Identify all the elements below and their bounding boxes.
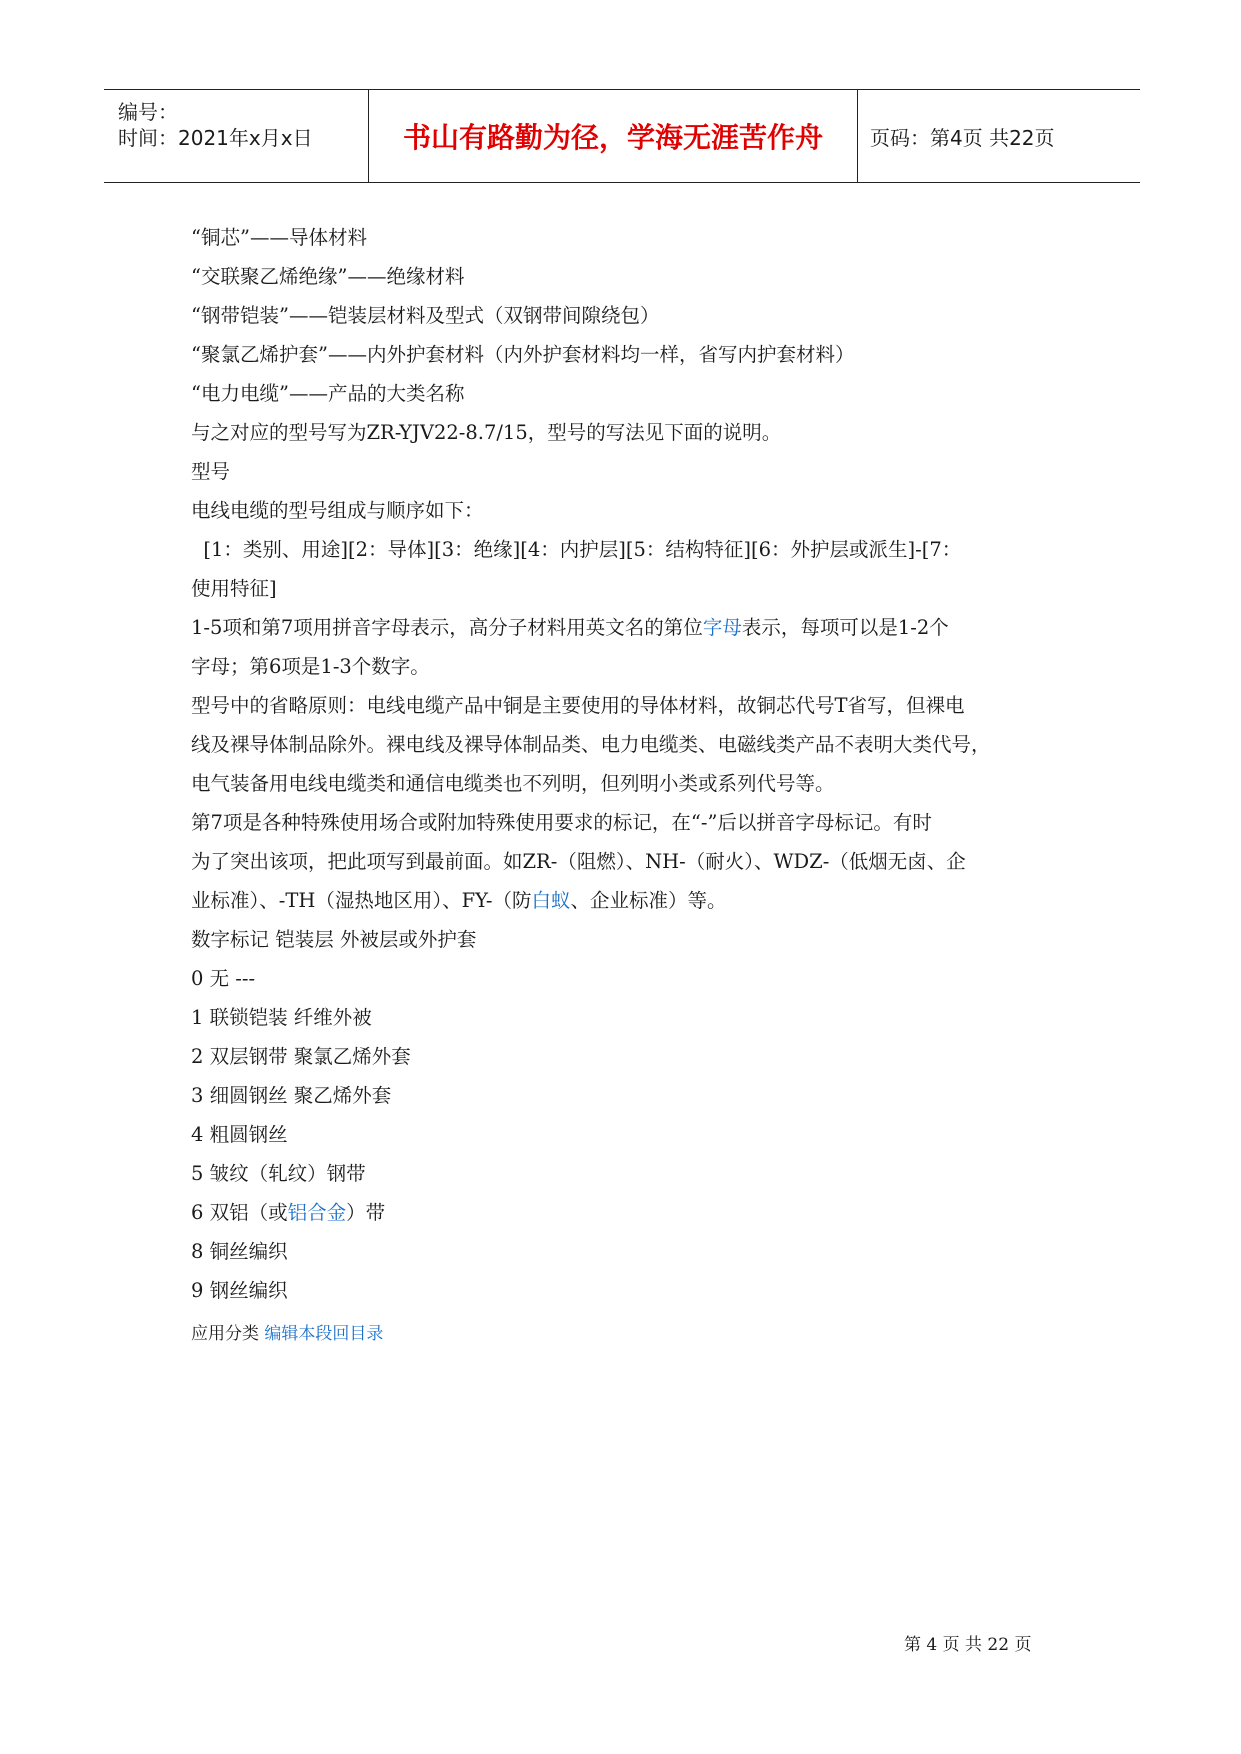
body-line: “钢带铠装”——铠装层材料及型式（双钢带间隙绕包） [191, 304, 660, 327]
section-title-line [191, 1316, 1071, 1352]
body-line: 电气装备用电线电缆类和通信电缆类也不列明，但列明小类或系列代号等。 [191, 772, 835, 795]
aluminum-alloy-link[interactable]: 铝合金 [287, 1201, 347, 1224]
table-row: 0 无 --- [191, 967, 256, 990]
paragraph-item7 [191, 881, 1071, 920]
body-line: “铜芯”——导体材料 [191, 226, 367, 249]
page-footer: 第 4 页 共 22 页 [904, 1635, 1032, 1655]
section-title: 应用分类 [191, 1324, 259, 1344]
table-row: 5 皱纹（轧纹）钢带 [191, 1162, 366, 1185]
body-line: [1：类别、用途][2：导体][3：绝缘][4：内护层][5：结构特征][6：外护层或派生]-[7： [191, 538, 962, 561]
body-line: 与之对应的型号写为ZR-YJV22-8.7/15，型号的写法见下面的说明。 [191, 421, 782, 444]
document-body [191, 218, 1071, 1352]
table-row: 3 细圆钢丝 聚乙烯外套 [191, 1084, 392, 1107]
body-line: 型号中的省略原则：电线电缆产品中铜是主要使用的导体材料，故铜芯代号T省写，但裸电 [191, 694, 965, 717]
table-row [191, 1193, 1071, 1232]
body-line: “聚氯乙烯护套”——内外护套材料（内外护套材料均一样，省写内护套材料） [191, 343, 855, 366]
document-number-label: 编号： [118, 100, 178, 124]
table-row: 4 粗圆钢丝 [191, 1123, 288, 1146]
text-run: 业标准）、-TH（湿热地区用）、FY-（防 [191, 889, 532, 912]
body-line: “交联聚乙烯绝缘”——绝缘材料 [191, 265, 465, 288]
header-left-cell [104, 90, 366, 182]
table-row: 1 联锁铠装 纤维外被 [191, 1006, 372, 1029]
body-line: 线及裸导体制品除外。裸电线及裸导体制品类、电力电缆类、电磁线类产品不表明大类代号， [191, 733, 991, 756]
document-time-label: 时间：2021年x月x日 [118, 126, 313, 150]
body-line: 使用特征] [191, 577, 277, 600]
body-line: 第7项是各种特殊使用场合或附加特殊使用要求的标记，在“-”后以拼音字母标记。有时 [191, 811, 932, 834]
body-line: 电线电缆的型号组成与顺序如下： [191, 499, 484, 522]
page-info: 页码：第4页 共22页 [870, 126, 1055, 150]
text-run: 、企业标准）等。 [570, 889, 727, 912]
paragraph-letters [191, 608, 1071, 647]
body-line: “电力电缆”——产品的大类名称 [191, 382, 465, 405]
body-line: 字母；第6项是1-3个数字。 [191, 655, 430, 678]
section-heading: 型号 [191, 460, 231, 483]
motto-text: 书山有路勤为径，学海无涯苦作舟 [402, 121, 823, 154]
table-row: 9 钢丝编织 [191, 1279, 288, 1302]
header-right-cell [858, 90, 1140, 182]
text-run: 1-5项和第7项用拼音字母表示，高分子材料用英文名的第位 [191, 616, 703, 639]
text-run: 6 双铝（或 [191, 1201, 288, 1224]
text-run: 表示，每项可以是1-2个 [741, 616, 949, 639]
header-table [104, 89, 1140, 183]
table-header: 数字标记 铠装层 外被层或外护套 [191, 928, 477, 951]
letters-link[interactable]: 字母 [702, 616, 742, 639]
table-row: 2 双层钢带 聚氯乙烯外套 [191, 1045, 411, 1068]
edit-section-link[interactable]: 编辑本段回目录 [264, 1324, 384, 1344]
table-row: 8 铜丝编织 [191, 1240, 288, 1263]
termite-link[interactable]: 白蚁 [531, 889, 571, 912]
body-line: 为了突出该项，把此项写到最前面。如ZR-（阻燃）、NH-（耐火）、WDZ-（低烟无卤、企 [191, 850, 966, 873]
text-run: ）带 [346, 1201, 386, 1224]
header-middle-cell [368, 90, 858, 182]
